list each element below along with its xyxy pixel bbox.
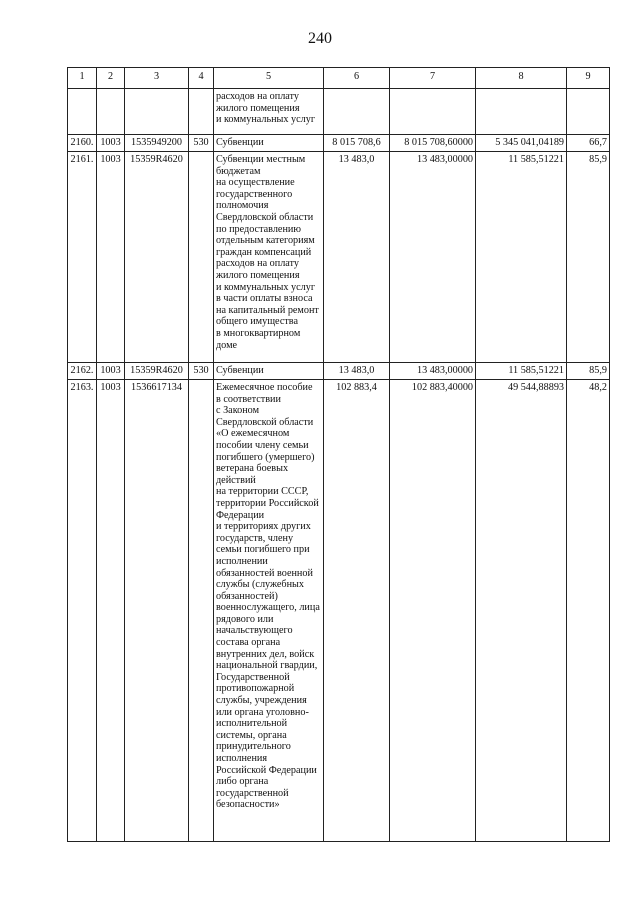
table-row (68, 135, 610, 152)
budget-table (67, 67, 610, 842)
row-name (214, 363, 324, 380)
page-number: 240 (308, 30, 332, 47)
name-line: по предоставлению (216, 223, 301, 235)
name-line: и коммунальных услуг (216, 114, 316, 126)
name-line: Свердловской области (216, 416, 314, 428)
name-line: на территории СССР, (216, 486, 309, 498)
row-number: 2163. (68, 380, 97, 842)
expense-type (189, 152, 214, 363)
header-cell: 8 (476, 68, 567, 89)
name-line: с Законом (216, 405, 260, 417)
name-line: территории Российской (216, 497, 319, 509)
name-line: отдельным категориям (216, 235, 315, 247)
name-line: Российской Федерации (216, 764, 317, 776)
continuation-row (68, 89, 610, 135)
name-line: пособии члену семьи (216, 439, 309, 451)
name-line: состава органа (216, 637, 281, 649)
target-code: 15359R4620 (125, 152, 189, 363)
row-number: 2161. (68, 152, 97, 363)
expense-type (189, 380, 214, 842)
name-line: бюджетам (216, 165, 261, 177)
name-line: исполнения (216, 753, 268, 764)
header-cell: 6 (324, 68, 390, 89)
executed-amount: 11 585,51221 (476, 363, 567, 380)
name-line: граждан компенсаций (216, 246, 312, 258)
name-line: жилого помещения (216, 102, 300, 114)
name-line: внутренних дел, войск (216, 648, 315, 660)
section-code: 1003 (97, 152, 125, 363)
target-code: 15359R4620 (125, 363, 189, 380)
name-line: системы, органа (216, 729, 287, 741)
plan-amount: 102 883,4 (324, 380, 390, 842)
name-line: в соответствии (216, 393, 281, 405)
row-number: 2160. (68, 135, 97, 152)
expense-type: 530 (189, 363, 214, 380)
name-line: полномочия (216, 200, 269, 212)
name-line: либо органа (216, 776, 269, 788)
executed-amount: 49 544,88893 (476, 380, 567, 842)
plan-amount: 13 483,0 (324, 363, 390, 380)
name-line: доме (216, 339, 238, 351)
execution-percent: 48,2 (567, 380, 610, 842)
name-line: «О ежемесячном (216, 428, 290, 440)
refined-amount: 13 483,00000 (390, 363, 476, 380)
header-row (68, 68, 610, 89)
table-row (68, 363, 610, 380)
refined-amount: 13 483,00000 (390, 152, 476, 363)
name-line: Субвенции (216, 365, 264, 376)
name-line: государственного (216, 188, 293, 200)
name-line: государственной (216, 787, 289, 799)
name-line: Субвенции (216, 137, 264, 148)
row-number: 2162. (68, 363, 97, 380)
name-line: службы, учреждения (216, 695, 307, 707)
section-code: 1003 (97, 380, 125, 842)
plan-amount: 13 483,0 (324, 152, 390, 363)
execution-percent: 85,9 (567, 152, 610, 363)
name-line: Государственной (216, 671, 290, 683)
name-line: безопасности» (216, 799, 280, 811)
section-code: 1003 (97, 135, 125, 152)
name-line: семьи погибшего при (216, 544, 310, 556)
name-line: службы (служебных (216, 579, 305, 591)
header-cell: 3 (125, 68, 189, 89)
name-line: Федерации (216, 509, 265, 521)
name-line: в многоквартирном (216, 327, 301, 339)
name-line: расходов на оплату (216, 258, 299, 270)
executed-amount: 5 345 041,04189 (476, 135, 567, 152)
target-code: 1535949200 (125, 135, 189, 152)
expense-type: 530 (189, 135, 214, 152)
name-line: исполнительной (216, 718, 288, 730)
name-line: исполнении (216, 555, 268, 567)
name-line: противопожарной (216, 683, 295, 695)
row-name (214, 380, 324, 842)
name-line: принудительного (216, 741, 291, 753)
name-line: на капитальный ремонт (216, 304, 319, 316)
executed-amount: 11 585,51221 (476, 152, 567, 363)
name-line: жилого помещения (216, 269, 300, 281)
name-line: начальствующего (216, 625, 293, 637)
section-code: 1003 (97, 363, 125, 380)
header-cell: 7 (390, 68, 476, 89)
name-line: на осуществление (216, 177, 295, 189)
row-name (214, 152, 324, 363)
name-line: Субвенции местным (216, 154, 306, 165)
table-row (68, 152, 610, 363)
name-line: рядового или (216, 613, 274, 625)
execution-percent: 85,9 (567, 363, 610, 380)
table-row (68, 380, 610, 842)
header-cell: 2 (97, 68, 125, 89)
name-line: и территориях других (216, 521, 311, 533)
header-cell: 5 (214, 68, 324, 89)
name-line: Свердловской области (216, 211, 314, 223)
name-line: обязанностей военной (216, 567, 313, 579)
name-line: действий (216, 474, 256, 486)
name-line: расходов на оплату (216, 91, 299, 102)
target-code: 1536617134 (125, 380, 189, 842)
header-cell: 4 (189, 68, 214, 89)
row-name (214, 135, 324, 152)
refined-amount: 8 015 708,60000 (390, 135, 476, 152)
name-line: погибшего (умершего) (216, 451, 315, 463)
name-line: или органа уголовно- (216, 706, 309, 718)
name-line: и коммунальных услуг (216, 281, 316, 293)
header-cell: 1 (68, 68, 97, 89)
refined-amount: 102 883,40000 (390, 380, 476, 842)
name-line: Ежемесячное пособие (216, 382, 313, 393)
name-line: общего имущества (216, 316, 298, 328)
name-line: государств, члену (216, 532, 294, 544)
name-line: в части оплаты взноса (216, 293, 313, 305)
name-line: обязанностей) (216, 590, 278, 602)
plan-amount: 8 015 708,6 (324, 135, 390, 152)
name-line: военнослужащего, лица (216, 602, 320, 614)
name-line: национальной гвардии, (216, 660, 318, 672)
continuation-name (214, 89, 324, 135)
execution-percent: 66,7 (567, 135, 610, 152)
name-line: ветерана боевых (216, 463, 289, 475)
header-cell: 9 (567, 68, 610, 89)
